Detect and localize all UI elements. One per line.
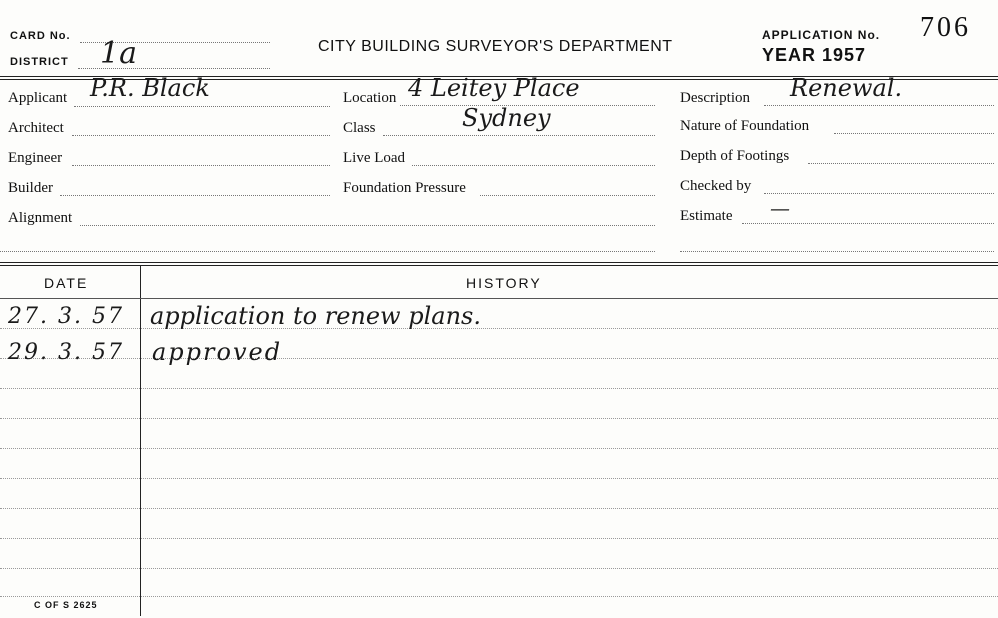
- applicant-label: Applicant: [8, 90, 68, 106]
- nature-line: [834, 133, 994, 134]
- ruled-line: [0, 358, 998, 359]
- location-label: Location: [343, 90, 397, 106]
- estimate-line: [742, 223, 994, 224]
- class-label: Class: [343, 120, 376, 136]
- estimate-label: Estimate: [680, 208, 733, 224]
- description-label: Description: [680, 90, 750, 106]
- history-row-2-date: 29. 3. 57: [8, 340, 124, 365]
- date-column-header: DATE: [44, 275, 89, 291]
- department-title: CITY BUILDING SURVEYOR'S DEPARTMENT: [318, 38, 673, 55]
- class-line: [383, 135, 655, 136]
- ruled-line: [0, 508, 998, 509]
- ruled-line: [0, 448, 998, 449]
- table-rule-2: [0, 265, 998, 266]
- column-divider: [140, 266, 141, 616]
- history-column-header: HISTORY: [466, 275, 542, 291]
- application-no-value: 706: [920, 12, 971, 43]
- estimate-value: —: [770, 196, 790, 220]
- nature-label: Nature of Foundation: [680, 118, 810, 134]
- depth-line: [808, 163, 994, 164]
- history-row-1-entry: application to renew plans.: [150, 302, 481, 330]
- district-value: 1a: [100, 36, 137, 71]
- applicant-line: [74, 106, 330, 107]
- builder-line: [60, 195, 330, 196]
- spare-line-1: [0, 251, 655, 252]
- checked-line: [764, 193, 994, 194]
- foundation-pressure-label: Foundation Pressure: [343, 180, 466, 196]
- architect-line: [72, 135, 330, 136]
- spare-line-2: [680, 251, 994, 252]
- live-load-label: Live Load: [343, 150, 406, 166]
- ruled-line: [0, 596, 998, 597]
- district-label: DISTRICT: [10, 56, 69, 68]
- header-underline: [0, 298, 998, 299]
- live-load-line: [412, 165, 655, 166]
- class-value: Sydney: [462, 104, 551, 132]
- card-no-label: CARD No.: [10, 30, 71, 42]
- description-line: [764, 105, 994, 106]
- engineer-line: [72, 165, 330, 166]
- history-row-2-entry: approved: [152, 338, 283, 366]
- architect-label: Architect: [8, 120, 64, 136]
- alignment-label: Alignment: [8, 210, 73, 226]
- foundation-pressure-line: [480, 195, 655, 196]
- builder-label: Builder: [8, 180, 53, 196]
- depth-label: Depth of Footings: [680, 148, 790, 164]
- ruled-line: [0, 568, 998, 569]
- ruled-line: [0, 388, 998, 389]
- form-code: C OF S 2625: [34, 600, 98, 610]
- description-value: Renewal.: [790, 74, 903, 102]
- year-label: YEAR 1957: [762, 45, 867, 65]
- history-row-1-date: 27. 3. 57: [8, 304, 124, 329]
- alignment-line: [80, 225, 655, 226]
- engineer-label: Engineer: [8, 150, 63, 166]
- checked-label: Checked by: [680, 178, 752, 194]
- ruled-line: [0, 478, 998, 479]
- application-no-label: APPLICATION No.: [762, 28, 881, 42]
- table-rule-1: [0, 262, 998, 263]
- ruled-line: [0, 538, 998, 539]
- applicant-value: P.R. Black: [90, 74, 210, 102]
- location-value: 4 Leitey Place: [408, 74, 580, 102]
- ruled-line: [0, 418, 998, 419]
